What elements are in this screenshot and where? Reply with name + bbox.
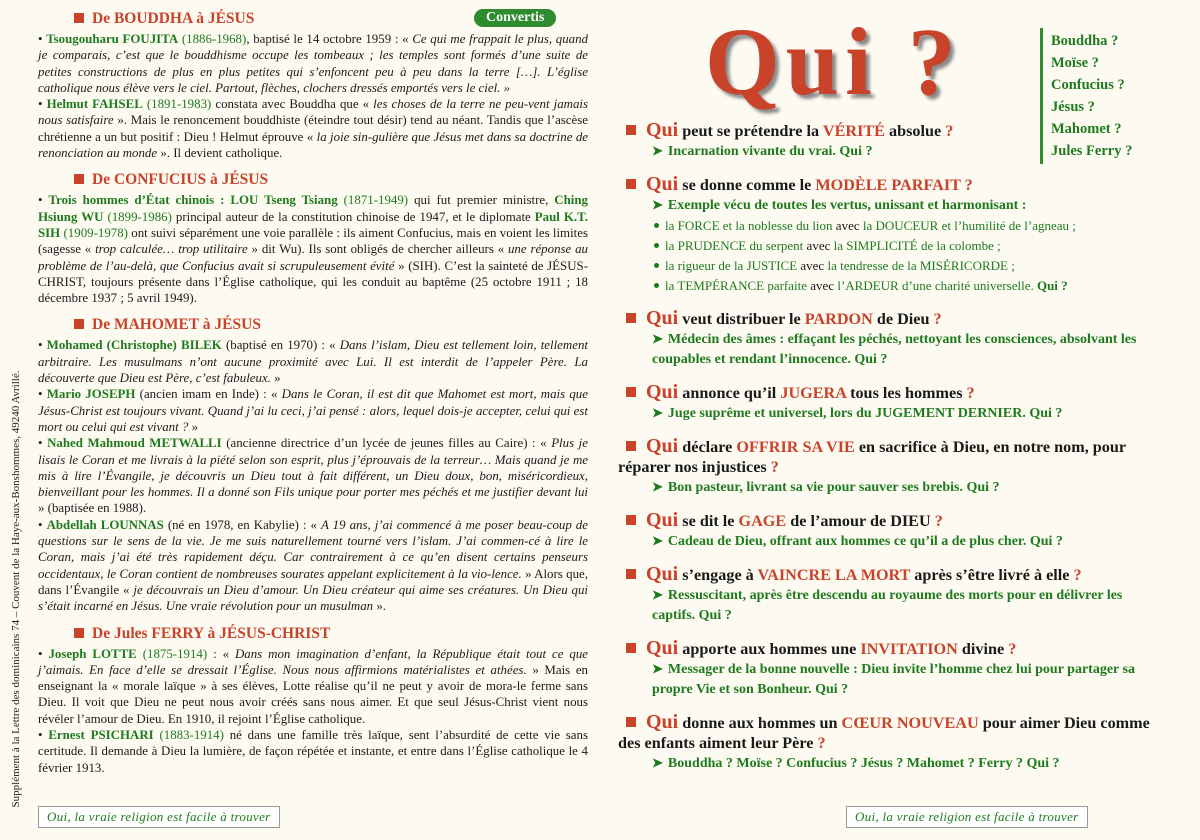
questions-column — [618, 120, 1158, 786]
entry-fahsel: • Helmut FAHSEL (1891-1983) constata avec Bouddha que « les choses de la terre ne peu-vent jamais nous satisfaire ». Mais le renoncement bouddhiste (éteindre tout désir) tend au néant. Tandis que l’ascèse chrétienne a un but positif : Dieu ! Helmut éprouve « la joie sin-gulière que Jésus met dans sa doctrine de renonciation au monde ». Il devient catholique. — [38, 97, 588, 161]
entry-bilek: • Mohamed (Christophe) BILEK (baptisé en 1970) : « Dans l’islam, Dieu est tellement loin, tellement arbitraire. Les musulmans n’ont aucune proximité avec Lui. Il est interdit de l’appeler Père. La découverte que Dieu est Père, c’est fabuleux. » — [38, 338, 588, 386]
page-title: Qui ? — [705, 8, 962, 115]
question-modele: Qui se donne comme le MODÈLE PARFAIT ? ➤ Exemple vécu de toutes les vertus, unissant et harmonisant : la FORCE et la noblesse du lion avec la DOUCEUR et l’humilité de l’agneau ; la PRUDENCE du serpent avec la SIMPLICITÉ de la colombe ; la rigueur de la JUSTICE avec la tendresse de la MISÉRICORDE ; la TEMPÉRANCE parfaite avec l’ARDEUR d’une charité universelle. Qui ? — [618, 174, 1158, 296]
left-column — [38, 10, 588, 786]
section-title: De Jules FERRY à JÉSUS-CHRIST — [74, 625, 588, 643]
entry-lounnas: • Abdellah LOUNNAS (né en 1978, en Kabylie) : « A 19 ans, j’ai commencé à me poser beau-coup de questions sur le sens de la vie. Je me suis naturellement tourné vers l’islam. J’ai commen-cé à lire le Coran, mais j’ai été très rapidement déçu. Car contrairement à ce qu’en disent certains penseurs occidentaux, le Coran contient de nombreuses sourates appelant explicitement à la vio-lence. » Alors que, dans l’Évangile « je découvrais un Dieu d’amour. Un Dieu créateur qui aime ses créatures. Un Dieu qui s’était incarné en Jésus. Une vraie révolution pour un musulman ». — [38, 517, 588, 614]
question-pardon: Qui veut distribuer le PARDON de Dieu ? ➤ Médecin des âmes : effaçant les péchés, nettoyant les consciences, absolvant les coupables et rendant l’innocence. Qui ? — [618, 308, 1158, 370]
question-jugera: Qui annonce qu’il JUGERA tous les hommes ? ➤ Juge suprême et universel, lors du JUGEMENT DERNIER. Qui ? — [618, 382, 1158, 424]
question-invitation: Qui apporte aux hommes une INVITATION divine ? ➤ Messager de la bonne nouvelle : Dieu invite l’homme chez lui pour partager sa propre Vie et son Bonheur. Qui ? — [618, 638, 1158, 700]
entry-metwalli: • Nahed Mahmoud METWALLI (ancienne directrice d’un lycée de jeunes filles au Caire) : « Plus je lisais le Coran et me livrais à la piété selon son esprit, plus j’éprouvais de la terreur… Mais quand je me mis à lire l’Évangile, je découvris un Dieu tout à fait différent, un Dieu doux, bon, miséricordieux, bienveillant pour les hommes. Il a donné son Fils unique pour porter mes péchés et me justifier devant lui » (baptisée en 1988). — [38, 436, 588, 516]
question-offrir: Qui déclare OFFRIR SA VIE en sacrifice à Dieu, en notre nom, pour réparer nos injustices ? ➤ Bon pasteur, livrant sa vie pour sauver ses brebis. Qui ? — [618, 435, 1126, 495]
name-item: Jules Ferry ? — [1051, 143, 1133, 159]
footer-left: Oui, la vraie religion est facile à trouver — [38, 806, 280, 828]
name-item: Bouddha ? — [1051, 33, 1119, 49]
section-bouddha — [38, 10, 588, 161]
question-coeur: Qui donne aux hommes un CŒUR NOUVEAU pour aimer Dieu comme des enfants aiment leur Père ? ➤ Bouddha ? Moïse ? Confucius ? Jésus ? Mahomet ? Ferry ? Qui ? — [618, 711, 1150, 771]
section-mahomet — [38, 316, 588, 614]
section-title: De CONFUCIUS à JÉSUS — [74, 171, 588, 189]
name-item: Moïse ? — [1051, 55, 1099, 71]
name-item: Mahomet ? — [1051, 121, 1122, 137]
entry-foujita: • Tsougouharu FOUJITA (1886-1968), baptisé le 14 octobre 1959 : « Ce qui me frappait le plus, quand je comparais, c’est que le bouddhisme occupe les tombeaux ; les temples sont formés d’une suite de petites constructions de plus en plus petites qui s’enfoncent peu à peu dans la terre […]. L’église catholique nous élève vers le ciel. Partout, flèches, clochers dressés emportés vers le ciel. » — [38, 32, 588, 95]
section-title: De MAHOMET à JÉSUS — [74, 316, 588, 334]
entry-joseph: • Mario JOSEPH (ancien imam en Inde) : « Dans le Coran, il est dit que Mahomet est mort, mais que Jésus-Christ est toujours vivant. Quand j’ai lu ceci, j’ai pensé : alors, lequel dois-je accepter, celui qui est mort ou celui qui est vivant ? » — [38, 387, 588, 434]
entry-lotte: • Joseph LOTTE (1875-1914) : « Dans mon imagination d’enfant, la République était tout ce que j’aimais. En face d’elle se dressait l’Église. Nous nous affirmions matérialistes et athées. » Mais en enseignant la « morale laïque » à ses élèves, Lotte réalise qu’il ne peut y avoir de mora-le ferme sans Dieu. Il voit que Dieu ne peut nous avoir créés sans nous aimer. Et que seul Jésus-Christ vient nous révéler l’amour de Dieu. En 1910, il rejoint l’Église catholique. — [38, 646, 588, 726]
entry-chinese-statesmen: • Trois hommes d’État chinois : LOU Tseng Tsiang (1871-1949) qui fut premier ministre, Ching Hsiung WU (1899-1986) principal auteur de la constitution chinoise de 1947, et le diplomate Paul K.T. SIH (1909-1978) ont suivi séparément une voie parallèle : ils aiment Confucius, mais en voient les limites (sagesse « trop calculée… trop utilitaire » dit Wu). Ils sont obligés de chercher ailleurs « une réponse au problème de l’au-delà, que Confucius avait si scrupuleusement évité » (SIH). C’est la sainteté de JÉSUS-CHRIST, toujours présente dans l’Église catholique, qui les conduit au baptême (25 octobre 1911 ; 18 décembre 1937 ; 5 avril 1949). — [38, 193, 589, 306]
question-mort: Qui s’engage à VAINCRE LA MORT après s’être livré à elle ? ➤ Ressuscitant, après être descendu au royaume des morts pour en délivrer les captifs. Qui ? — [618, 564, 1158, 626]
question-verite: Qui peut se prétendre la VÉRITÉ absolue ? ➤ Incarnation vivante du vrai. Qui ? — [618, 120, 1158, 162]
side-credit: Supplément à la Lettre des dominicains 74 – Couvent de la Haye-aux-Bonshommes, 49240 Avrillé. — [10, 370, 22, 808]
entry-psichari: • Ernest PSICHARI (1883-1914) né dans une famille très laïque, sent l’absurdité de cette vie sans certitude. Il demande à Dieu la lumière, de façon répétée et instante, et entre dans l’Église catholique le 4 février 1913. — [38, 727, 588, 775]
section-title: De BOUDDHA à JÉSUS — [74, 10, 588, 28]
section-ferry — [38, 625, 588, 776]
name-item: Confucius ? — [1051, 77, 1125, 93]
question-gage: Qui se dit le GAGE de l’amour de DIEU ? ➤ Cadeau de Dieu, offrant aux hommes ce qu’il a de plus cher. Qui ? — [618, 510, 1158, 552]
convertis-badge: Convertis — [474, 9, 556, 27]
section-confucius — [38, 171, 588, 306]
footer-right: Oui, la vraie religion est facile à trouver — [846, 806, 1088, 828]
name-item: Jésus ? — [1051, 99, 1095, 115]
